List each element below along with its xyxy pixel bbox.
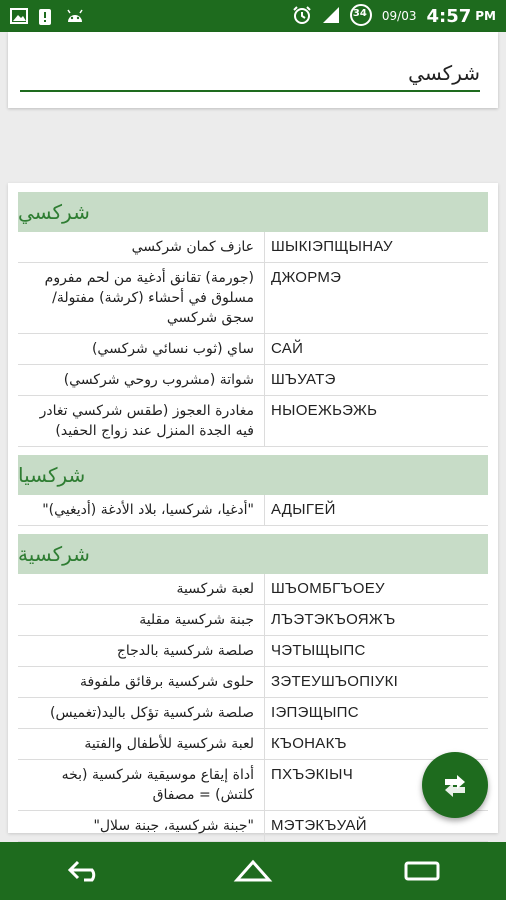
- entry-circassian: IЭПЭЩЫПС: [271, 704, 359, 721]
- status-bar: [0, 0, 506, 32]
- home-icon: [233, 858, 273, 884]
- status-date: 09/03: [381, 9, 417, 23]
- entry-circassian: НЫОЕЖЬЭЖЬ: [271, 402, 378, 419]
- entry-circassian: АДЫГЕЙ: [271, 501, 336, 518]
- results-list[interactable]: [8, 183, 498, 833]
- entry-circassian: ШЪУАТЭ: [271, 371, 336, 388]
- entry-row[interactable]: [18, 698, 488, 729]
- entry-row[interactable]: [18, 232, 488, 263]
- entry-row[interactable]: [18, 334, 488, 365]
- battery-badge-icon: [350, 4, 372, 29]
- section-header: شركسية: [18, 534, 488, 574]
- entry-circassian: ЗЭТЕУШЪОПIУКI: [271, 673, 399, 690]
- entry-arabic: مغادرة العجوز (طقس شركسي تغادر فيه الجدة المنزل عند زواج الحفيد): [18, 396, 265, 446]
- recent-apps-icon: [402, 858, 442, 884]
- dictionary-swap-icon: [441, 773, 469, 797]
- android-icon: [66, 8, 84, 24]
- gallery-icon: [10, 8, 28, 24]
- entry-circassian: КЪОНАКЪ: [271, 735, 347, 752]
- nav-recent-apps-button[interactable]: [392, 851, 452, 891]
- nav-home-button[interactable]: [223, 851, 283, 891]
- entry-circassian: ДЖОРМЭ: [271, 269, 342, 286]
- entry-circassian: ЧЭТЫЩЫПС: [271, 642, 366, 659]
- entry-arabic: شواتة (مشروب روحي شركسي): [18, 365, 265, 395]
- status-time: 4:57: [426, 5, 472, 27]
- phone-alert-icon: [38, 8, 56, 24]
- nav-back-button[interactable]: [54, 851, 114, 891]
- section-header: شركسيا: [18, 455, 488, 495]
- entry-arabic: "أدغيا، شركسيا، بلاد الأدغة (أديغيي)": [18, 495, 265, 525]
- entry-row[interactable]: [18, 811, 488, 842]
- entry-arabic: (جورمة) تقانق أدغية من لحم مفروم مسلوق في أحشاء (كرشة) مفتولة/ سجق شركسي: [18, 263, 265, 333]
- entry-arabic: لعبة شركسية للأطفال والفتية: [18, 729, 265, 759]
- entry-arabic: صلصة شركسية تؤكل باليد(تغميس): [18, 698, 265, 728]
- entry-row[interactable]: [18, 263, 488, 334]
- signal-icon: [322, 6, 340, 27]
- entry-row[interactable]: [18, 636, 488, 667]
- entry-arabic: حلوى شركسية برقائق ملفوفة: [18, 667, 265, 697]
- swap-dictionary-button[interactable]: [422, 752, 488, 818]
- alarm-icon: [292, 5, 312, 28]
- battery-badge-text: 34: [352, 7, 367, 19]
- entry-row[interactable]: [18, 396, 488, 447]
- entry-row[interactable]: [18, 667, 488, 698]
- entry-row[interactable]: [18, 365, 488, 396]
- entry-row[interactable]: [18, 574, 488, 605]
- section-gap: [8, 447, 498, 455]
- entry-arabic: ساي (ثوب نسائي شركسي): [18, 334, 265, 364]
- entry-circassian: ШЫКIЭПЩЫНАУ: [271, 238, 393, 255]
- entry-arabic: صلصة شركسية بالدجاج: [18, 636, 265, 666]
- section-header: شركسي: [18, 192, 488, 232]
- search-card: [8, 32, 498, 108]
- entry-circassian: САЙ: [271, 340, 304, 357]
- entry-circassian: ПХЪЭКIЫЧ: [271, 766, 354, 783]
- entry-row[interactable]: [18, 760, 488, 811]
- entry-arabic: "جبنة شركسية، جبنة سلال": [18, 811, 265, 841]
- entry-arabic: جبنة شركسية مقلية: [18, 605, 265, 635]
- entry-arabic: عازف كمان شركسي: [18, 232, 265, 262]
- status-ampm: PM: [475, 9, 496, 23]
- entry-circassian: ШЪОМБГЪОЕУ: [271, 580, 385, 597]
- entry-circassian: ЛЪЭТЭКЪОЯЖЪ: [271, 611, 396, 628]
- entry-arabic: أداة إيقاع موسيقية شركسية (بخه كلتش) = مصفاق: [18, 760, 265, 810]
- search-input[interactable]: [20, 56, 480, 92]
- entry-row[interactable]: [18, 729, 488, 760]
- entry-row[interactable]: [18, 605, 488, 636]
- back-icon: [64, 858, 104, 884]
- section-gap: [8, 526, 498, 534]
- navigation-bar: [0, 842, 506, 900]
- entry-arabic: لعبة شركسية: [18, 574, 265, 604]
- entry-row[interactable]: [18, 495, 488, 526]
- entry-circassian: МЭТЭКЪУАЙ: [271, 817, 367, 834]
